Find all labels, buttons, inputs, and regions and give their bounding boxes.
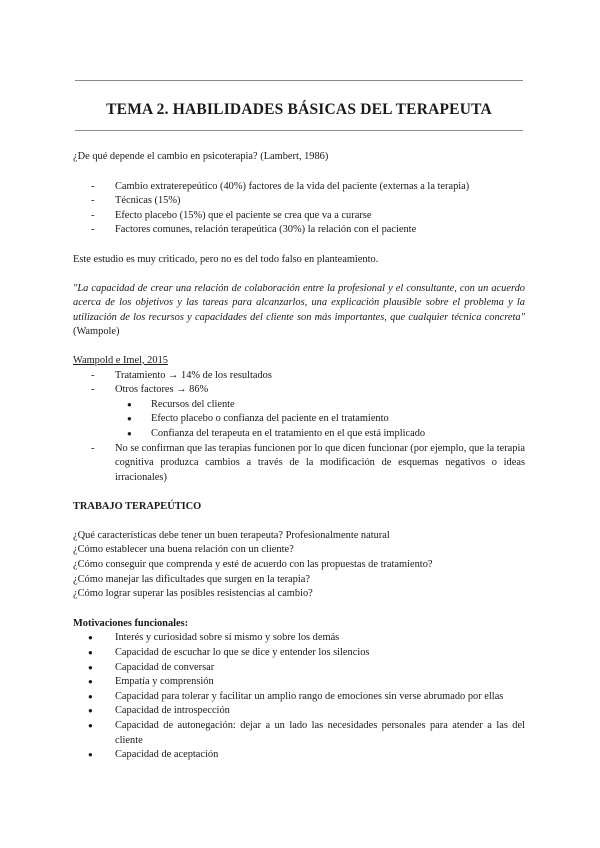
factors-list [73, 180, 525, 238]
list-item: ● Capacidad para tolerar y facilitar un amplio rango de emociones sin verse abrumado por ellas [73, 690, 525, 705]
question-line: ¿Cómo establecer una buena relación con un cliente? [73, 544, 294, 556]
question-line: ¿Cómo conseguir que comprenda y esté de acuerdo con las propuestas de tratamiento? [73, 559, 433, 571]
list-item: ● Empatía y comprensión [73, 675, 525, 690]
quote-author: (Wampole) [73, 326, 120, 338]
list-item: - Otros factores → 86% [73, 383, 525, 398]
list-item: ● Interés y curiosidad sobre sí mismo y sobre los demás [73, 631, 525, 646]
bottom-rule [75, 130, 523, 131]
wampold-sublist [73, 398, 525, 442]
quote-block [73, 282, 525, 340]
quote-text: "La capacidad de crear una relación de colaboración entre la profesional y el consultante, con un acuerdo acerca de los objetivos y las tareas para alcanzarlos, una explicación plausible sobre el problema y la utilización de los recursos y capacidades del cliente son más importantes, que cualquier técnica concreta" [73, 282, 525, 323]
list-item: - Técnicas (15%) [73, 194, 525, 209]
list-item: - Factores comunes, relación terapeútica (30%) la relación con el paciente [73, 223, 525, 238]
list-item: ● Capacidad de introspección [73, 704, 525, 719]
document-body [73, 150, 525, 763]
list-item: - Cambio extraterepeútico (40%) factores de la vida del paciente (externas a la terapia) [73, 180, 525, 195]
list-item: - Efecto placebo (15%) que el paciente se crea que va a curarse [73, 209, 525, 224]
section-heading-wampold: Wampold e Imel, 2015 [73, 354, 168, 366]
list-item: ● Capacidad de escuchar lo que se dice y entender los silencios [73, 646, 525, 661]
list-item: ● Efecto placebo o confianza del paciente en el tratamiento [73, 412, 525, 427]
intro-question: ¿De qué depende el cambio en psicoterapia? (Lambert, 1986) [73, 151, 329, 162]
study-note: Este estudio es muy criticado, pero no es del todo falso en planteamiento. [73, 253, 379, 265]
motivaciones-list [73, 631, 525, 762]
wampold-list-end [73, 442, 525, 486]
top-rule [75, 80, 523, 81]
list-item: ● Capacidad de conversar [73, 661, 525, 676]
list-item: ● Capacidad de autonegación: dejar a un lado las necesidades personales para atender a las del cliente [73, 719, 525, 748]
list-item: ● Recursos del cliente [73, 398, 525, 413]
list-item: - Tratamiento → 14% de los resultados [73, 369, 525, 384]
list-item: ● Capacidad de aceptación [73, 748, 525, 763]
page-title: TEMA 2. HABILIDADES BÁSICAS DEL TERAPEUTA [106, 101, 492, 118]
list-item: - No se confirman que las terapias funcionen por lo que dicen funcionar (por ejemplo, que la terapia cognitiva produzca cambios a través de la modificación de esquemas negativos o ideas irracionales) [73, 442, 525, 486]
list-item: ● Confianza del terapeuta en el tratamiento en el que está implicado [73, 427, 525, 442]
section-heading-motivaciones: Motivaciones funcionales: [73, 617, 189, 629]
question-line: ¿Cómo manejar las dificultades que surgen en la terapia? [73, 573, 310, 585]
question-line: ¿Cómo lograr superar las posibles resistencias al cambio? [73, 588, 313, 600]
wampold-list [73, 369, 525, 398]
question-line: ¿Qué características debe tener un buen terapeuta? Profesionalmente natural [73, 529, 390, 541]
section-heading-trabajo: TRABAJO TERAPEÚTICO [73, 501, 202, 513]
